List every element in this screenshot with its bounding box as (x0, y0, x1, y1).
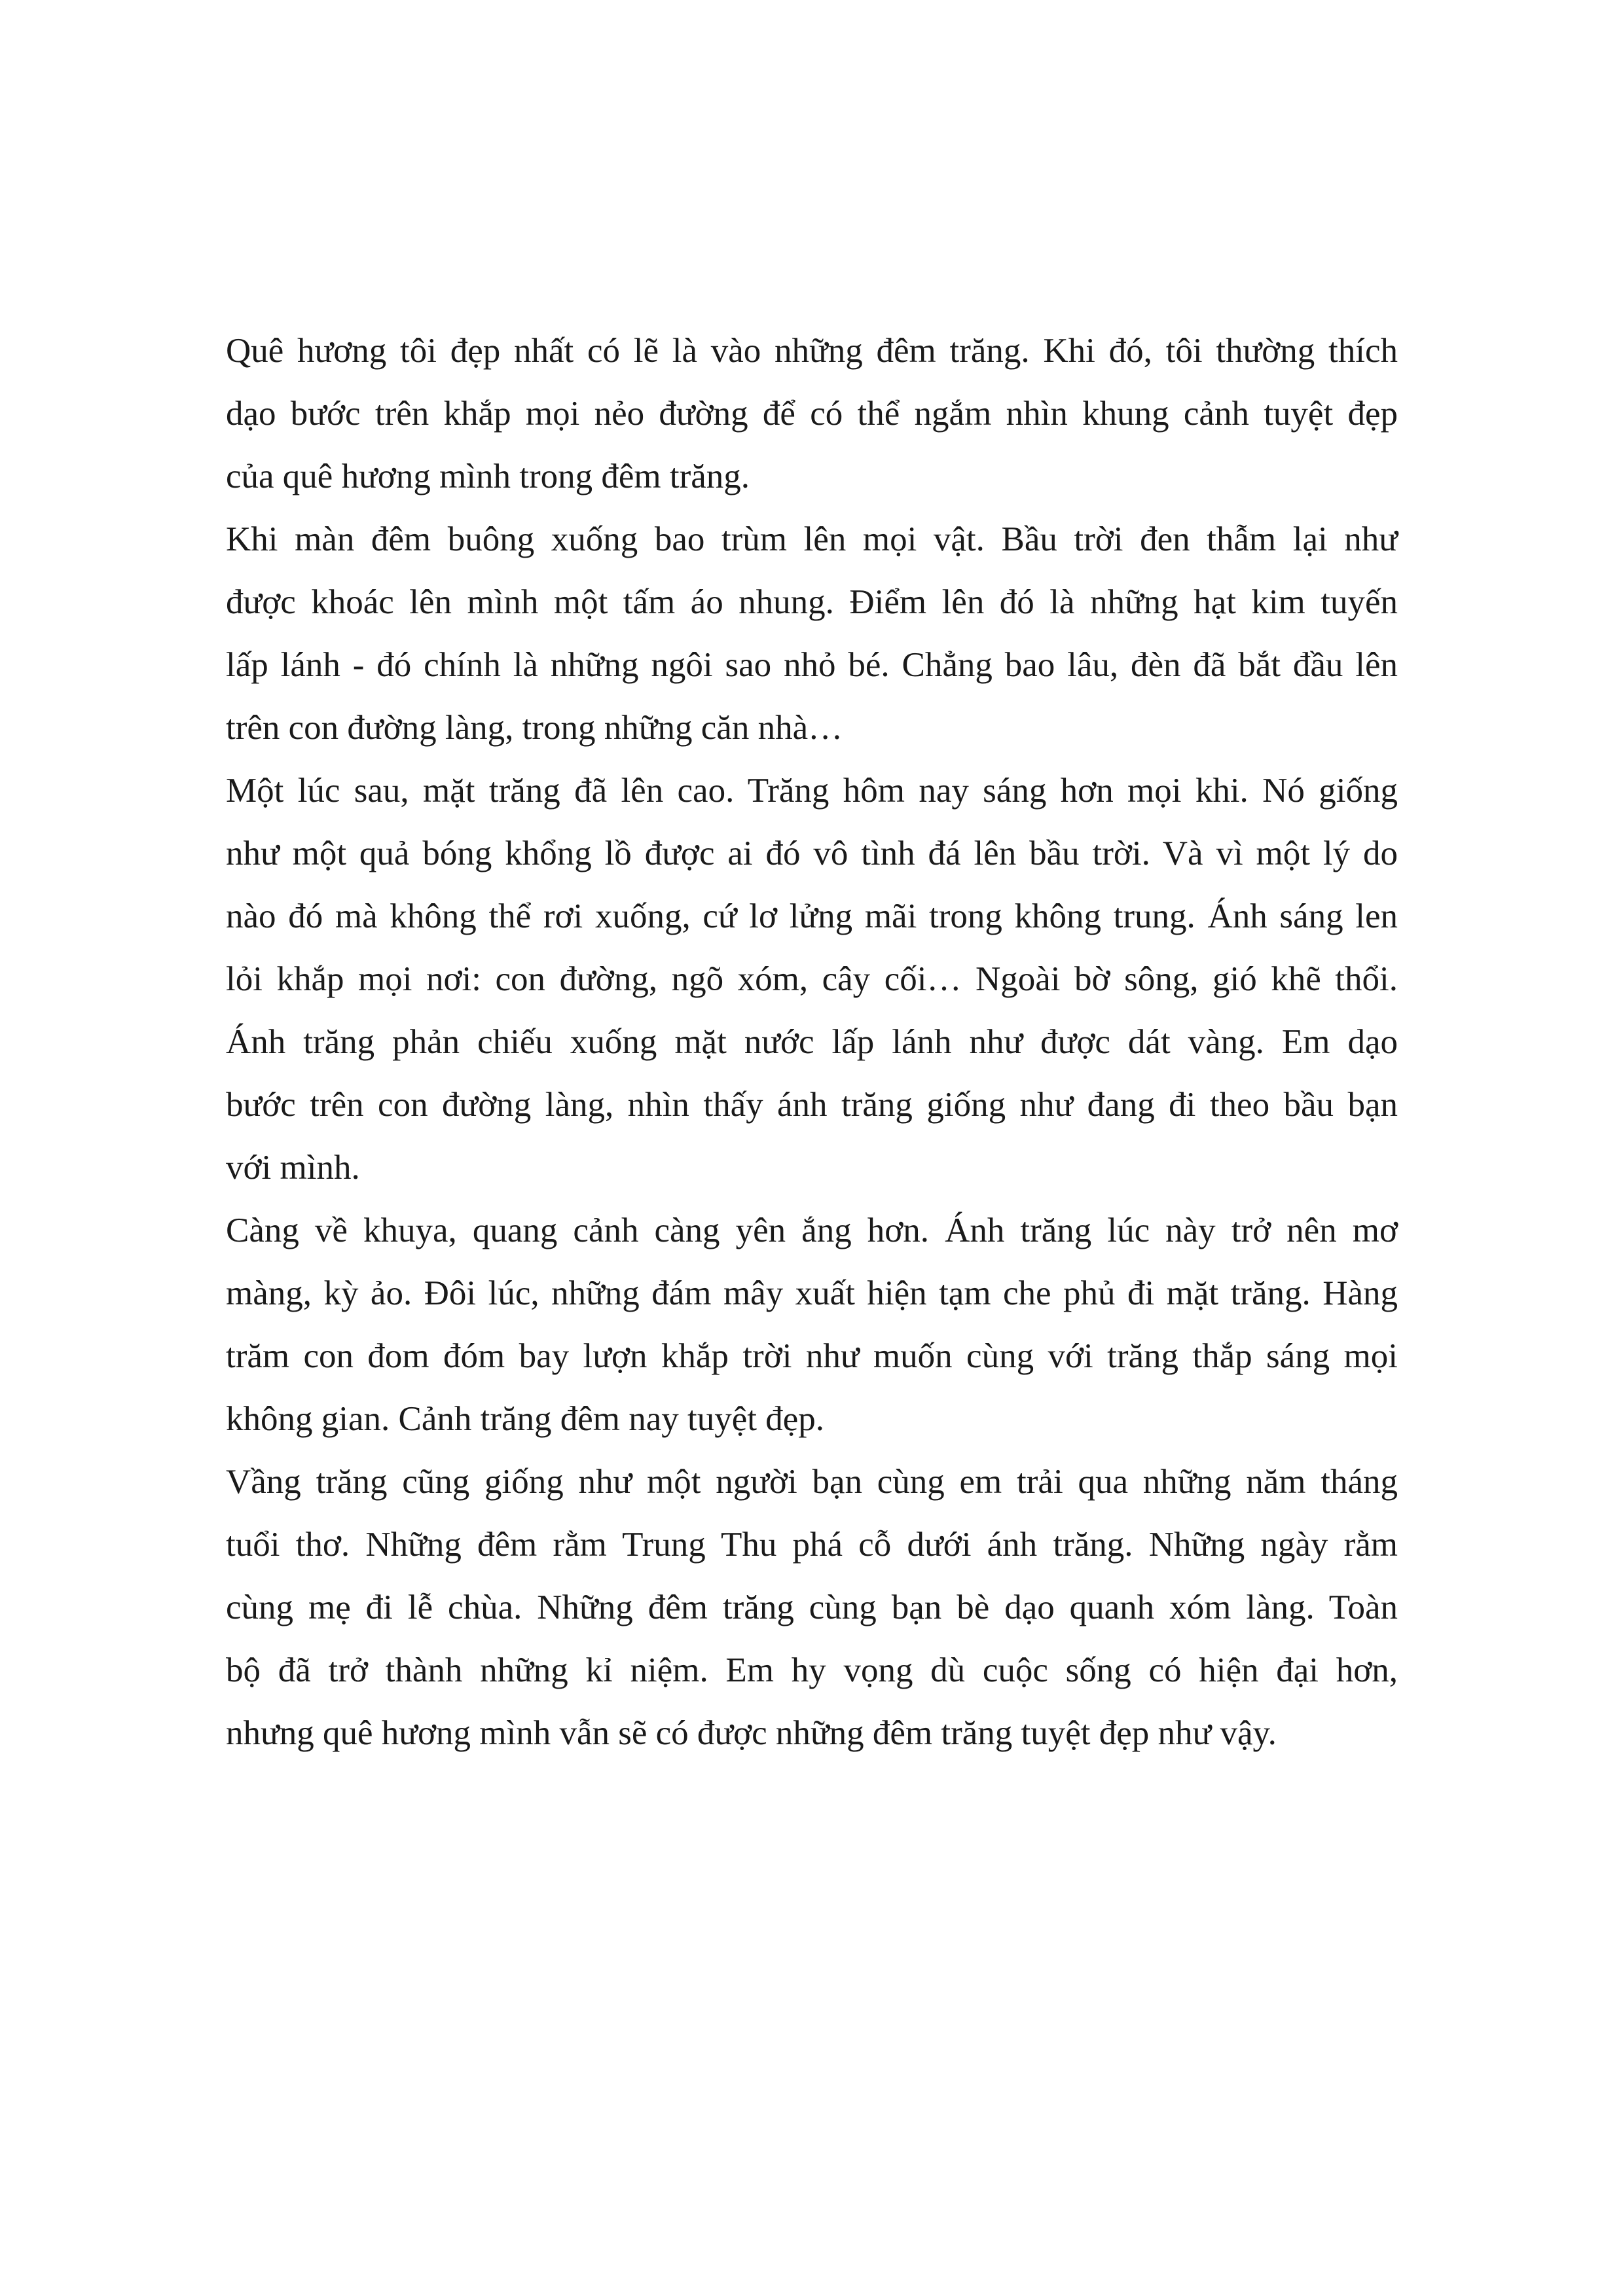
text-line: nào đó mà không thể rơi xuống, cứ lơ lửng mãi trong không trung. Ánh sáng len (226, 897, 1398, 935)
paragraph-3 (226, 759, 1398, 1199)
text-line: bước trên con đường làng, nhìn thấy ánh trăng giống như đang đi theo bầu bạn (226, 1086, 1398, 1124)
paragraph-1 (226, 319, 1398, 508)
paragraph-4 (226, 1199, 1398, 1450)
essay-body (226, 319, 1398, 1765)
text-line: lấp lánh - đó chính là những ngôi sao nhỏ bé. Chẳng bao lâu, đèn đã bắt đầu lên (226, 646, 1398, 684)
text-line: Ánh trăng phản chiếu xuống mặt nước lấp lánh như được dát vàng. Em dạo (226, 1023, 1398, 1061)
text-line: không gian. Cảnh trăng đêm nay tuyệt đẹp. (226, 1400, 825, 1438)
text-line: như một quả bóng khổng lồ được ai đó vô tình đá lên bầu trời. Và vì một lý do (226, 834, 1398, 872)
text-line: dạo bước trên khắp mọi nẻo đường để có thể ngắm nhìn khung cảnh tuyệt đẹp (226, 395, 1398, 433)
text-line: Càng về khuya, quang cảnh càng yên ắng hơn. Ánh trăng lúc này trở nên mơ (226, 1211, 1398, 1249)
text-line: Khi màn đêm buông xuống bao trùm lên mọi vật. Bầu trời đen thẫm lại như (226, 520, 1398, 558)
text-line: được khoác lên mình một tấm áo nhung. Điểm lên đó là những hạt kim tuyến (226, 583, 1398, 621)
text-line: trên con đường làng, trong những căn nhà… (226, 709, 843, 747)
text-line: màng, kỳ ảo. Đôi lúc, những đám mây xuất hiện tạm che phủ đi mặt trăng. Hàng (226, 1274, 1398, 1312)
text-line: Vầng trăng cũng giống như một người bạn cùng em trải qua những năm tháng (226, 1463, 1398, 1501)
text-line: với mình. (226, 1149, 360, 1187)
paragraph-5 (226, 1450, 1398, 1765)
text-line: lỏi khắp mọi nơi: con đường, ngõ xóm, cây cối… Ngoài bờ sông, gió khẽ thổi. (226, 960, 1398, 998)
text-line: trăm con đom đóm bay lượn khắp trời như muốn cùng với trăng thắp sáng mọi (226, 1337, 1398, 1375)
text-line: tuổi thơ. Những đêm rằm Trung Thu phá cỗ dưới ánh trăng. Những ngày rằm (226, 1526, 1398, 1564)
text-line: nhưng quê hương mình vẫn sẽ có được những đêm trăng tuyệt đẹp như vậy. (226, 1714, 1277, 1752)
text-line: cùng mẹ đi lễ chùa. Những đêm trăng cùng bạn bè dạo quanh xóm làng. Toàn (226, 1588, 1398, 1626)
text-line: Một lúc sau, mặt trăng đã lên cao. Trăng hôm nay sáng hơn mọi khi. Nó giống (226, 772, 1398, 810)
paragraph-2 (226, 508, 1398, 759)
text-line: của quê hương mình trong đêm trăng. (226, 457, 750, 495)
text-line: Quê hương tôi đẹp nhất có lẽ là vào những đêm trăng. Khi đó, tôi thường thích (226, 332, 1398, 370)
text-line: bộ đã trở thành những kỉ niệm. Em hy vọng dù cuộc sống có hiện đại hơn, (226, 1651, 1398, 1689)
